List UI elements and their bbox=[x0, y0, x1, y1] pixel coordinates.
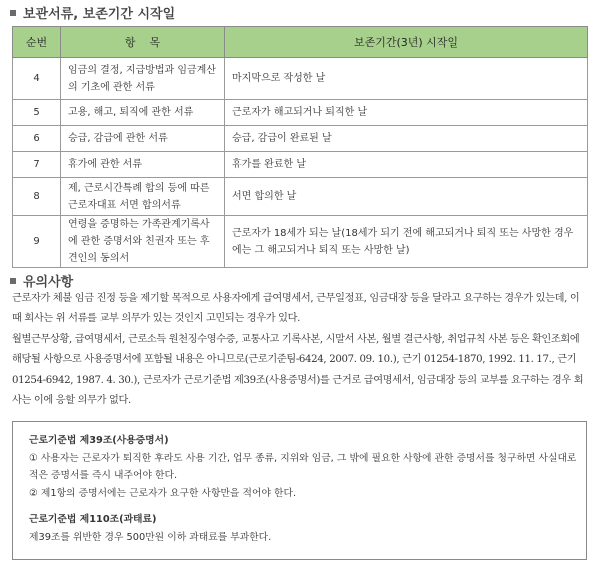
table-row bbox=[13, 126, 588, 152]
table-header-row bbox=[13, 27, 588, 58]
notice-paragraph: 근로자가 체불 임금 진정 등을 제기할 목적으로 사용자에게 급여명세서, 근무일정표, 임금대장 등을 달라고 요구하는 경우가 있는데, 이 때 회사는 위 서류를 교부 의무가 있는 것인지 고민되는 경우가 있다. bbox=[12, 293, 580, 325]
row-start: 근로자가 해고되거나 퇴직한 날 bbox=[225, 100, 588, 126]
table-row bbox=[13, 100, 588, 126]
table-row bbox=[13, 152, 588, 178]
square-bullet-icon bbox=[10, 10, 16, 16]
row-no: 6 bbox=[13, 126, 61, 152]
law-title: 근로기준법 제39조(사용증명서) bbox=[29, 435, 169, 446]
table-row bbox=[13, 178, 588, 216]
row-no: 8 bbox=[13, 178, 61, 216]
retention-table bbox=[12, 26, 588, 268]
row-start: 휴가를 완료한 날 bbox=[225, 152, 588, 178]
section-title-text: 유의사항 bbox=[23, 275, 74, 290]
section-title-notice bbox=[10, 271, 73, 290]
header-no: 순번 bbox=[13, 27, 61, 58]
table-row bbox=[13, 58, 588, 100]
row-no: 7 bbox=[13, 152, 61, 178]
row-item: 임금의 결정, 지급방법과 임금계산의 기초에 관한 서류 bbox=[61, 58, 225, 100]
law-title: 근로기준법 제110조(과태료) bbox=[29, 514, 157, 525]
row-item: 승급, 감급에 관한 서류 bbox=[61, 126, 225, 152]
header-item: 항 목 bbox=[61, 27, 225, 58]
row-start: 승급, 감급이 완료된 날 bbox=[225, 126, 588, 152]
square-bullet-icon bbox=[10, 278, 16, 284]
section-title-documents bbox=[10, 3, 175, 22]
section-title-text: 보관서류, 보존기간 시작일 bbox=[23, 7, 176, 22]
law-clause: ① 사용자는 근로자가 퇴직한 후라도 사용 기간, 업무 종류, 지위와 임금, 그 밖에 필요한 사항에 관한 증명서를 청구하면 사실대로 적은 증명서를 즉시 내주어야 한다. bbox=[29, 452, 577, 481]
header-start: 보존기간(3년) 시작일 bbox=[225, 27, 588, 58]
notice-body bbox=[12, 289, 590, 411]
row-start: 서면 합의한 날 bbox=[225, 178, 588, 216]
row-no: 5 bbox=[13, 100, 61, 126]
row-item: 제, 근로시간특례 합의 등에 따른 근로자대표 서면 합의서류 bbox=[61, 178, 225, 216]
row-no: 9 bbox=[13, 216, 61, 268]
row-no: 4 bbox=[13, 58, 61, 100]
notice-paragraph: 월별근무상황, 급여명세서, 근로소득 원천징수영수증, 교통사고 기록사본, 시말서 사본, 월별 결근사항, 취업규칙 사본 등은 확인조회에 해당될 사항으로 사용증명서에 포함될 내용은 아니므로(근로기준팀-6424, 2007. 09. 10.), 근기 01254-1870, 1992. 11. 17., 근기 01254-6942, 1987. 4. 30.), 근로자가 근로기준법 제39조(사용증명서)를 근거로 급여명세서, 임금대장 등의 교부를 요구하는 경우 회사는 이에 응할 의무가 없다. bbox=[12, 333, 584, 407]
law-reference-box bbox=[12, 421, 587, 560]
law-clause: 제39조를 위반한 경우 500만원 이하 과태료를 부과한다. bbox=[29, 531, 272, 543]
table-row bbox=[13, 216, 588, 268]
row-item: 연령을 증명하는 가족관계기록사에 관한 증명서와 친권자 또는 후견인의 동의서 bbox=[61, 216, 225, 268]
row-item: 고용, 해고, 퇴직에 관한 서류 bbox=[61, 100, 225, 126]
row-item: 휴가에 관한 서류 bbox=[61, 152, 225, 178]
row-start: 마지막으로 작성한 날 bbox=[225, 58, 588, 100]
law-clause: ② 제1항의 증명서에는 근로자가 요구한 사항만을 적어야 한다. bbox=[29, 487, 297, 499]
row-start: 근로자가 18세가 되는 날(18세가 되기 전에 해고되거나 퇴직 또는 사망한 경우에는 그 해고되거나 퇴직 또는 사망한 날) bbox=[225, 216, 588, 268]
